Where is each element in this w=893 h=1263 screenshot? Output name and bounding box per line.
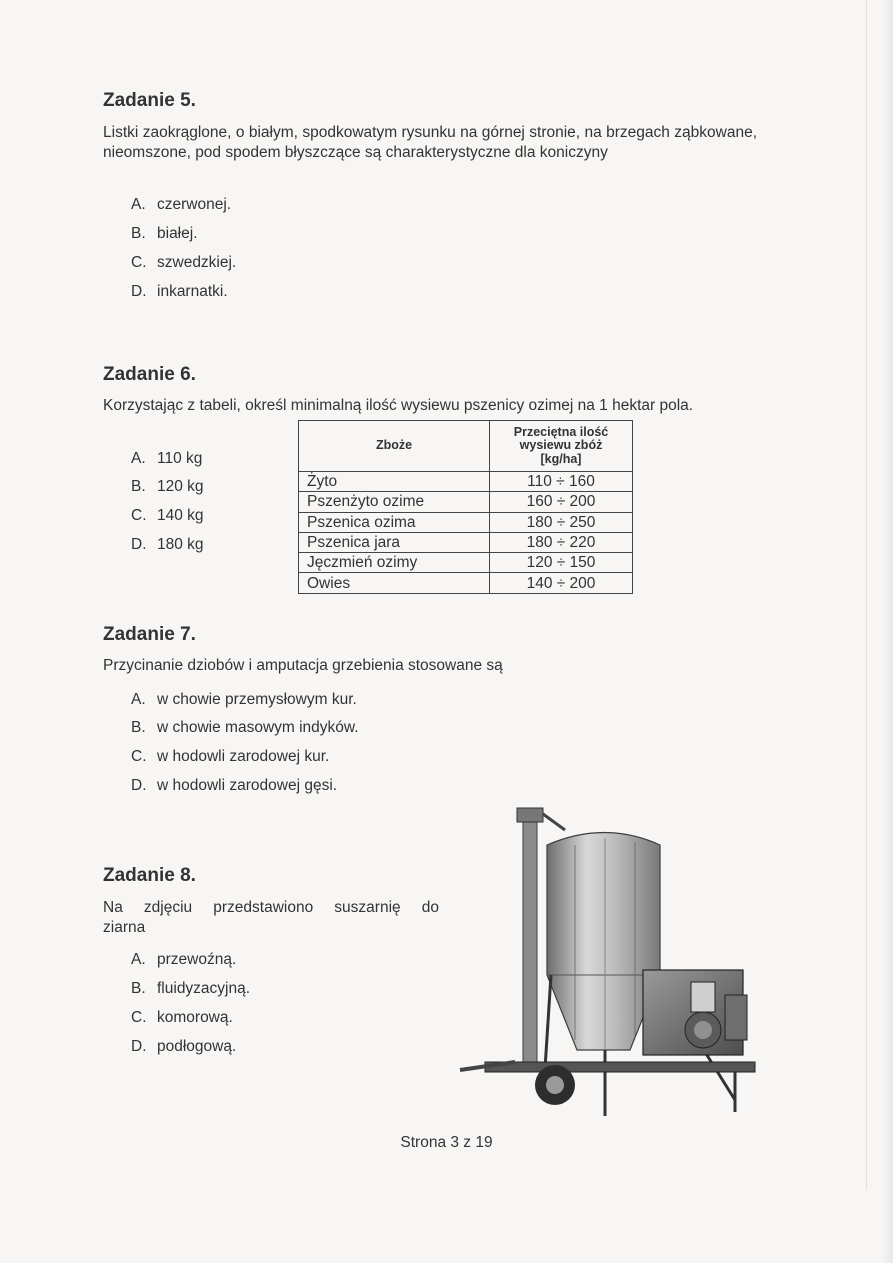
task7-question: Przycinanie dziobów i amputacja grzebienia stosowane są — [103, 657, 503, 674]
seeding-rate-table — [298, 420, 633, 594]
grain-dryer-photo — [455, 800, 775, 1120]
grain-name: Pszenżyto ozime — [299, 492, 490, 512]
page-footer: Strona 3 z 19 — [400, 1134, 493, 1151]
task8-option-c: C. komorową. — [131, 1009, 233, 1026]
scan-edge-line — [866, 0, 867, 1190]
task8-title: Zadanie 8. — [103, 865, 196, 886]
task5-option-b: B. białej. — [131, 225, 198, 242]
header-grain: Zboże — [299, 421, 490, 472]
task6-title: Zadanie 6. — [103, 364, 196, 385]
table-row — [299, 472, 633, 492]
grain-name: Jęczmień ozimy — [299, 553, 490, 573]
task7-option-b: B. w chowie masowym indyków. — [131, 719, 359, 736]
seeding-rate: 180 ÷ 220 — [490, 532, 633, 552]
task7-option-a: A. w chowie przemysłowym kur. — [131, 691, 357, 708]
seeding-rate: 180 ÷ 250 — [490, 512, 633, 532]
task6-option-c: C. 140 kg — [131, 507, 204, 524]
seeding-rate: 140 ÷ 200 — [490, 573, 633, 593]
task6-question: Korzystając z tabeli, określ minimalną ilość wysiewu pszenicy ozimej na 1 hektar pola. — [103, 397, 694, 414]
table-row — [299, 492, 633, 512]
task6-option-d: D. 180 kg — [131, 536, 204, 553]
task8-option-d: D. podłogową. — [131, 1038, 237, 1055]
grain-name: Owies — [299, 573, 490, 593]
grain-name: Pszenica ozima — [299, 512, 490, 532]
seeding-rate: 120 ÷ 150 — [490, 553, 633, 573]
task5-option-c: C. szwedzkiej. — [131, 254, 237, 271]
table-header-row — [299, 421, 633, 472]
grain-name: Pszenica jara — [299, 532, 490, 552]
task7-option-d: D. w hodowli zarodowej gęsi. — [131, 777, 338, 794]
task8-option-b: B. fluidyzacyjną. — [131, 980, 251, 997]
header-rate-line3: [kg/ha] — [540, 451, 582, 466]
task5-option-d: D. inkarnatki. — [131, 283, 228, 300]
table-row — [299, 573, 633, 593]
task7-title: Zadanie 7. — [103, 624, 196, 645]
task7-option-c: C. w hodowli zarodowej kur. — [131, 748, 330, 765]
seeding-rate: 110 ÷ 160 — [490, 472, 633, 492]
task5-option-a: A. czerwonej. — [131, 196, 232, 213]
task5-title: Zadanie 5. — [103, 90, 196, 111]
header-seeding-rate — [490, 421, 633, 472]
grain-name: Żyto — [299, 472, 490, 492]
task6-option-a: A. 110 kg — [131, 450, 203, 467]
task8-question-line2: ziarna — [103, 918, 146, 936]
task8-option-a: A. przewoźną. — [131, 951, 237, 968]
header-rate-line1: Przeciętna ilość — [513, 424, 609, 439]
scan-edge-shadow — [881, 0, 893, 1263]
table-row — [299, 532, 633, 552]
task8-question — [103, 898, 439, 937]
task5-question: Listki zaokrąglone, o białym, spodkowatym rysunku na górnej stronie, na brzegach ząbkowane, nieomszone, pod spodem błyszczące są charakterystyczne dla koniczyny — [103, 124, 757, 161]
task6-option-b: B. 120 kg — [131, 478, 204, 495]
seeding-rate: 160 ÷ 200 — [490, 492, 633, 512]
header-rate-line2: wysiewu zbóż — [519, 438, 603, 453]
table-row — [299, 553, 633, 573]
task8-question-line1: Na zdjęciu przedstawiono suszarnię do — [103, 899, 439, 916]
table-row — [299, 512, 633, 532]
